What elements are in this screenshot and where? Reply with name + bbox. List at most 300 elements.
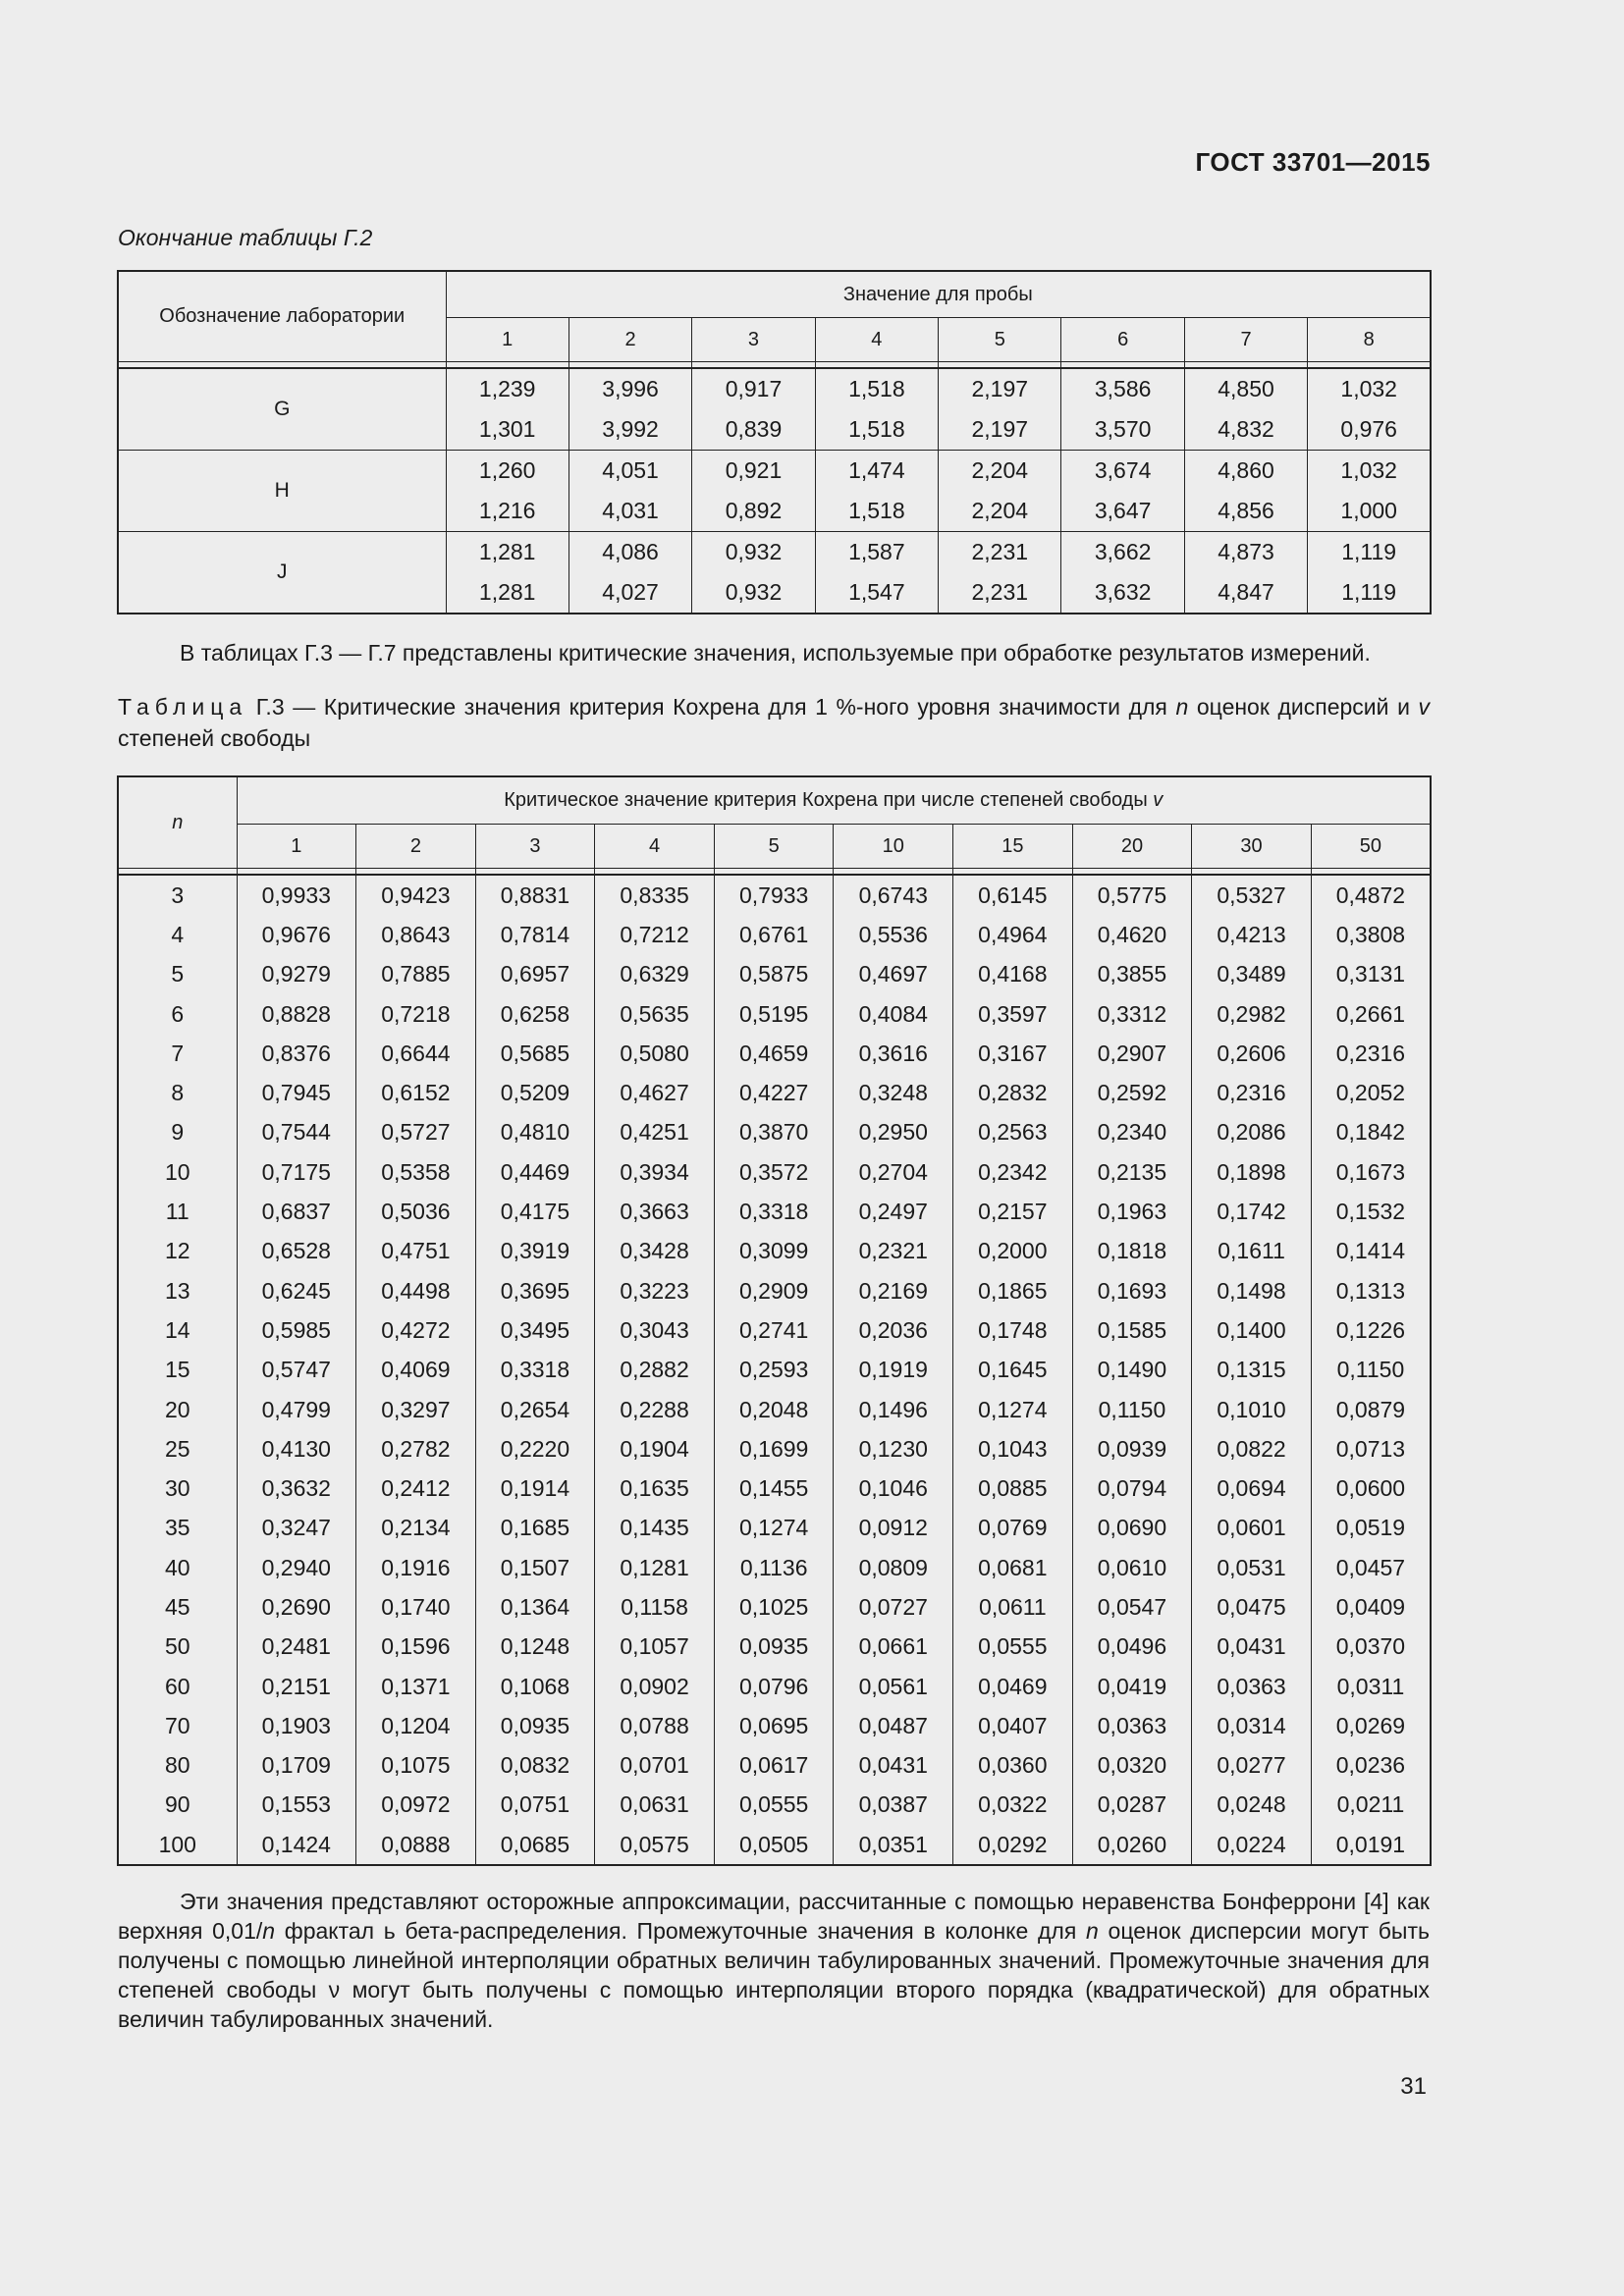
value-cell: 4,832 bbox=[1184, 409, 1307, 451]
value-cell: 2,204 bbox=[939, 451, 1061, 492]
n-cell: 35 bbox=[118, 1509, 237, 1548]
value-cell: 0,4872 bbox=[1311, 875, 1431, 915]
value-cell: 0,2982 bbox=[1192, 994, 1312, 1034]
value-cell: 0,5036 bbox=[356, 1192, 476, 1231]
value-cell: 0,7933 bbox=[714, 875, 834, 915]
value-cell: 0,2036 bbox=[834, 1310, 953, 1350]
value-cell: 0,3870 bbox=[714, 1113, 834, 1152]
value-cell: 4,027 bbox=[568, 572, 691, 614]
value-cell: 0,0832 bbox=[475, 1746, 595, 1786]
value-cell: 0,0694 bbox=[1192, 1468, 1312, 1508]
value-cell: 0,2940 bbox=[237, 1548, 356, 1587]
value-cell: 0,1230 bbox=[834, 1429, 953, 1468]
value-cell: 0,0431 bbox=[1192, 1628, 1312, 1667]
value-cell: 0,2741 bbox=[714, 1310, 834, 1350]
value-cell: 0,0713 bbox=[1311, 1429, 1431, 1468]
value-cell: 0,1226 bbox=[1311, 1310, 1431, 1350]
value-cell: 0,1043 bbox=[953, 1429, 1073, 1468]
value-cell: 0,1898 bbox=[1192, 1152, 1312, 1192]
value-cell: 0,3297 bbox=[356, 1390, 476, 1429]
value-cell: 0,892 bbox=[692, 491, 815, 532]
value-cell: 0,5327 bbox=[1192, 875, 1312, 915]
value-cell: 1,032 bbox=[1308, 368, 1431, 409]
table-row bbox=[118, 1468, 1431, 1508]
value-cell: 0,3489 bbox=[1192, 955, 1312, 994]
table-g3-column-row bbox=[118, 825, 1431, 869]
value-cell: 2,197 bbox=[939, 368, 1061, 409]
value-cell: 0,3597 bbox=[953, 994, 1073, 1034]
value-cell: 0,921 bbox=[692, 451, 815, 492]
value-cell: 1,547 bbox=[815, 572, 938, 614]
value-cell: 0,1424 bbox=[237, 1825, 356, 1865]
value-cell: 0,0935 bbox=[475, 1706, 595, 1745]
sample-column-header: 5 bbox=[939, 318, 1061, 362]
value-cell: 0,3919 bbox=[475, 1232, 595, 1271]
page-number: 31 bbox=[1400, 2073, 1427, 2100]
value-cell: 0,2497 bbox=[834, 1192, 953, 1231]
table-g3-header-row bbox=[118, 776, 1431, 825]
table-g3-caption-part2: оценок дисперсий и bbox=[1196, 694, 1410, 720]
value-cell: 0,1046 bbox=[834, 1468, 953, 1508]
value-cell: 0,1400 bbox=[1192, 1310, 1312, 1350]
value-cell: 0,1281 bbox=[595, 1548, 715, 1587]
value-cell: 0,0794 bbox=[1072, 1468, 1192, 1508]
value-cell: 0,6329 bbox=[595, 955, 715, 994]
table-row bbox=[118, 875, 1431, 915]
table-row bbox=[118, 1509, 1431, 1548]
table-row bbox=[118, 1548, 1431, 1587]
value-cell: 0,0701 bbox=[595, 1746, 715, 1786]
value-cell: 0,2593 bbox=[714, 1351, 834, 1390]
value-cell: 0,1916 bbox=[356, 1548, 476, 1587]
value-cell: 0,0322 bbox=[953, 1786, 1073, 1825]
value-cell: 4,086 bbox=[568, 532, 691, 573]
n-cell: 12 bbox=[118, 1232, 237, 1271]
value-cell: 0,0561 bbox=[834, 1667, 953, 1706]
value-cell: 0,2592 bbox=[1072, 1073, 1192, 1112]
value-cell: 0,1693 bbox=[1072, 1271, 1192, 1310]
value-cell: 0,3808 bbox=[1311, 915, 1431, 954]
table-row bbox=[118, 994, 1431, 1034]
table-row bbox=[118, 955, 1431, 994]
value-cell: 0,1075 bbox=[356, 1746, 476, 1786]
value-cell: 0,2342 bbox=[953, 1152, 1073, 1192]
value-cell: 0,0487 bbox=[834, 1706, 953, 1745]
table-row bbox=[118, 1628, 1431, 1667]
note-n1: n bbox=[262, 1918, 276, 1944]
value-cell: 0,4069 bbox=[356, 1351, 476, 1390]
n-cell: 60 bbox=[118, 1667, 237, 1706]
sample-column-header: 2 bbox=[568, 318, 691, 362]
value-cell: 0,5080 bbox=[595, 1034, 715, 1073]
value-cell: 0,4227 bbox=[714, 1073, 834, 1112]
value-cell: 0,1315 bbox=[1192, 1351, 1312, 1390]
df-column-header: 1 bbox=[237, 825, 356, 869]
value-cell: 0,1150 bbox=[1072, 1390, 1192, 1429]
table-g3-caption-n: n bbox=[1175, 694, 1189, 720]
value-cell: 0,2563 bbox=[953, 1113, 1073, 1152]
value-cell: 0,0769 bbox=[953, 1509, 1073, 1548]
df-column-header: 20 bbox=[1072, 825, 1192, 869]
value-cell: 0,4810 bbox=[475, 1113, 595, 1152]
value-cell: 2,231 bbox=[939, 572, 1061, 614]
table-g3-caption-v: v bbox=[1418, 694, 1431, 720]
value-group-header-symbol: v bbox=[1153, 789, 1164, 811]
table-row bbox=[118, 1232, 1431, 1271]
value-cell: 0,2832 bbox=[953, 1073, 1073, 1112]
value-cell: 0,2321 bbox=[834, 1232, 953, 1271]
value-cell: 0,0555 bbox=[714, 1786, 834, 1825]
value-cell: 0,7218 bbox=[356, 994, 476, 1034]
table-row bbox=[118, 1746, 1431, 1786]
value-cell: 0,0617 bbox=[714, 1746, 834, 1786]
value-cell: 4,051 bbox=[568, 451, 691, 492]
value-cell: 0,2316 bbox=[1311, 1034, 1431, 1073]
value-cell: 0,0370 bbox=[1311, 1628, 1431, 1667]
value-cell: 0,1496 bbox=[834, 1390, 953, 1429]
df-column-header: 10 bbox=[834, 825, 953, 869]
df-column-header: 5 bbox=[714, 825, 834, 869]
value-cell: 0,6258 bbox=[475, 994, 595, 1034]
value-cell: 0,2481 bbox=[237, 1628, 356, 1667]
value-cell: 0,7544 bbox=[237, 1113, 356, 1152]
value-cell: 0,4498 bbox=[356, 1271, 476, 1310]
table-g2 bbox=[117, 270, 1432, 614]
table-row bbox=[118, 1152, 1431, 1192]
value-cell: 0,5209 bbox=[475, 1073, 595, 1112]
table-row bbox=[118, 1825, 1431, 1865]
value-cell: 0,2048 bbox=[714, 1390, 834, 1429]
value-cell: 0,0407 bbox=[953, 1706, 1073, 1745]
value-cell: 0,6245 bbox=[237, 1271, 356, 1310]
value-cell: 0,0888 bbox=[356, 1825, 476, 1865]
value-cell: 0,8376 bbox=[237, 1034, 356, 1073]
value-cell: 0,2654 bbox=[475, 1390, 595, 1429]
value-cell: 0,0387 bbox=[834, 1786, 953, 1825]
value-cell: 0,1455 bbox=[714, 1468, 834, 1508]
value-cell: 0,9423 bbox=[356, 875, 476, 915]
value-cell: 0,0822 bbox=[1192, 1429, 1312, 1468]
value-cell: 4,860 bbox=[1184, 451, 1307, 492]
value-cell: 0,1158 bbox=[595, 1587, 715, 1627]
value-cell: 0,8828 bbox=[237, 994, 356, 1034]
table-g3-caption-number: Г.3 bbox=[255, 694, 285, 720]
n-cell: 40 bbox=[118, 1548, 237, 1587]
value-cell: 1,281 bbox=[446, 532, 568, 573]
value-cell: 0,9933 bbox=[237, 875, 356, 915]
value-cell: 0,0431 bbox=[834, 1746, 953, 1786]
value-cell: 0,0320 bbox=[1072, 1746, 1192, 1786]
value-cell: 0,2690 bbox=[237, 1587, 356, 1627]
value-cell: 0,6761 bbox=[714, 915, 834, 954]
value-cell: 3,674 bbox=[1061, 451, 1184, 492]
table-g3-caption-label: Таблица bbox=[118, 694, 248, 720]
value-cell: 0,1611 bbox=[1192, 1232, 1312, 1271]
value-cell: 0,0610 bbox=[1072, 1548, 1192, 1587]
value-cell: 4,873 bbox=[1184, 532, 1307, 573]
table-row bbox=[118, 1587, 1431, 1627]
table-row bbox=[118, 368, 1431, 409]
n-cell: 30 bbox=[118, 1468, 237, 1508]
value-cell: 0,3428 bbox=[595, 1232, 715, 1271]
value-cell: 0,932 bbox=[692, 532, 815, 573]
n-cell: 8 bbox=[118, 1073, 237, 1112]
value-cell: 0,0601 bbox=[1192, 1509, 1312, 1548]
value-cell: 1,260 bbox=[446, 451, 568, 492]
document-id: ГОСТ 33701—2015 bbox=[1195, 147, 1431, 177]
value-cell: 0,917 bbox=[692, 368, 815, 409]
value-cell: 0,2882 bbox=[595, 1351, 715, 1390]
value-cell: 0,3167 bbox=[953, 1034, 1073, 1073]
value-cell: 0,839 bbox=[692, 409, 815, 451]
value-cell: 0,0788 bbox=[595, 1706, 715, 1745]
value-cell: 0,3318 bbox=[714, 1192, 834, 1231]
value-cell: 0,1553 bbox=[237, 1786, 356, 1825]
value-cell: 0,2134 bbox=[356, 1509, 476, 1548]
value-cell: 0,0496 bbox=[1072, 1628, 1192, 1667]
value-cell: 0,5775 bbox=[1072, 875, 1192, 915]
lab-name: J bbox=[118, 532, 446, 614]
value-cell: 0,1963 bbox=[1072, 1192, 1192, 1231]
value-cell: 0,1532 bbox=[1311, 1192, 1431, 1231]
value-cell: 0,0469 bbox=[953, 1667, 1073, 1706]
lab-name: H bbox=[118, 451, 446, 532]
df-column-header: 4 bbox=[595, 825, 715, 869]
value-cell: 0,5536 bbox=[834, 915, 953, 954]
value-cell: 0,3934 bbox=[595, 1152, 715, 1192]
value-cell: 0,0224 bbox=[1192, 1825, 1312, 1865]
value-cell: 0,1673 bbox=[1311, 1152, 1431, 1192]
table-row bbox=[118, 1310, 1431, 1350]
n-cell: 11 bbox=[118, 1192, 237, 1231]
value-cell: 0,6957 bbox=[475, 955, 595, 994]
value-cell: 0,0519 bbox=[1311, 1509, 1431, 1548]
value-cell: 0,2151 bbox=[237, 1667, 356, 1706]
value-cell: 0,1904 bbox=[595, 1429, 715, 1468]
value-group-header: Значение для пробы bbox=[446, 271, 1431, 318]
value-cell: 0,7212 bbox=[595, 915, 715, 954]
value-cell: 0,0885 bbox=[953, 1468, 1073, 1508]
intro-paragraph: В таблицах Г.3 — Г.7 представлены критические значения, используемые при обработке результатов измерений. bbox=[180, 640, 1371, 666]
value-cell: 1,281 bbox=[446, 572, 568, 614]
value-cell: 3,647 bbox=[1061, 491, 1184, 532]
value-cell: 0,2606 bbox=[1192, 1034, 1312, 1073]
value-cell: 0,2316 bbox=[1192, 1073, 1312, 1112]
value-cell: 0,1371 bbox=[356, 1667, 476, 1706]
value-cell: 0,4469 bbox=[475, 1152, 595, 1192]
df-column-header: 50 bbox=[1311, 825, 1431, 869]
value-cell: 0,5358 bbox=[356, 1152, 476, 1192]
value-cell: 0,5875 bbox=[714, 955, 834, 994]
value-cell: 0,6152 bbox=[356, 1073, 476, 1112]
table-g3-caption bbox=[118, 691, 1430, 754]
value-cell: 0,0277 bbox=[1192, 1746, 1312, 1786]
value-cell: 0,2135 bbox=[1072, 1152, 1192, 1192]
value-cell: 0,0248 bbox=[1192, 1786, 1312, 1825]
value-cell: 0,3312 bbox=[1072, 994, 1192, 1034]
value-cell: 0,0475 bbox=[1192, 1587, 1312, 1627]
value-cell: 3,662 bbox=[1061, 532, 1184, 573]
value-cell: 0,2340 bbox=[1072, 1113, 1192, 1152]
value-cell: 0,0661 bbox=[834, 1628, 953, 1667]
table-g2-header-row bbox=[118, 271, 1431, 318]
value-cell: 0,2782 bbox=[356, 1429, 476, 1468]
value-cell: 1,216 bbox=[446, 491, 568, 532]
value-cell: 0,0685 bbox=[475, 1825, 595, 1865]
value-cell: 0,2950 bbox=[834, 1113, 953, 1152]
value-cell: 0,1742 bbox=[1192, 1192, 1312, 1231]
n-cell: 90 bbox=[118, 1786, 237, 1825]
table-row bbox=[118, 1073, 1431, 1112]
value-cell: 0,8335 bbox=[595, 875, 715, 915]
table-g3-caption-part1: — Критические значения критерия Кохрена для 1 %-ного уровня значимости для bbox=[293, 694, 1167, 720]
table-g3 bbox=[117, 775, 1432, 1866]
value-cell: 0,0600 bbox=[1311, 1468, 1431, 1508]
note-part1: Эти значения представляют осторожные аппроксимации, рассчитанные с помощью неравенства Бонферрони [4] как верхняя 0,01/ bbox=[118, 1889, 1430, 1944]
value-cell: 0,0351 bbox=[834, 1825, 953, 1865]
value-cell: 0,4168 bbox=[953, 955, 1073, 994]
value-cell: 0,0939 bbox=[1072, 1429, 1192, 1468]
value-cell: 1,518 bbox=[815, 409, 938, 451]
value-cell: 1,518 bbox=[815, 491, 938, 532]
value-cell: 0,0260 bbox=[1072, 1825, 1192, 1865]
value-cell: 0,2157 bbox=[953, 1192, 1073, 1231]
n-cell: 13 bbox=[118, 1271, 237, 1310]
value-cell: 0,9676 bbox=[237, 915, 356, 954]
value-cell: 0,9279 bbox=[237, 955, 356, 994]
df-column-header: 2 bbox=[356, 825, 476, 869]
value-cell: 0,932 bbox=[692, 572, 815, 614]
sample-column-header: 7 bbox=[1184, 318, 1307, 362]
value-cell: 0,0363 bbox=[1192, 1667, 1312, 1706]
value-cell: 0,1842 bbox=[1311, 1113, 1431, 1152]
n-cell: 45 bbox=[118, 1587, 237, 1627]
sample-column-header: 1 bbox=[446, 318, 568, 362]
table-row bbox=[118, 1192, 1431, 1231]
value-cell: 0,6528 bbox=[237, 1232, 356, 1271]
value-cell: 0,4799 bbox=[237, 1390, 356, 1429]
value-cell: 0,2288 bbox=[595, 1390, 715, 1429]
value-cell: 0,4084 bbox=[834, 994, 953, 1034]
value-cell: 1,587 bbox=[815, 532, 938, 573]
value-cell: 0,7885 bbox=[356, 955, 476, 994]
value-cell: 0,3495 bbox=[475, 1310, 595, 1350]
value-group-header bbox=[237, 776, 1431, 825]
value-cell: 0,4697 bbox=[834, 955, 953, 994]
value-cell: 0,3663 bbox=[595, 1192, 715, 1231]
value-cell: 0,0269 bbox=[1311, 1706, 1431, 1745]
value-cell: 0,0360 bbox=[953, 1746, 1073, 1786]
value-cell: 3,996 bbox=[568, 368, 691, 409]
value-cell: 0,1068 bbox=[475, 1667, 595, 1706]
value-cell: 1,301 bbox=[446, 409, 568, 451]
value-cell: 0,2000 bbox=[953, 1232, 1073, 1271]
table-row bbox=[118, 1271, 1431, 1310]
value-cell: 1,032 bbox=[1308, 451, 1431, 492]
value-cell: 0,4213 bbox=[1192, 915, 1312, 954]
value-group-header-text: Критическое значение критерия Кохрена при числе степеней свободы bbox=[504, 789, 1148, 811]
value-cell: 0,1709 bbox=[237, 1746, 356, 1786]
value-cell: 0,0751 bbox=[475, 1786, 595, 1825]
value-cell: 0,0879 bbox=[1311, 1390, 1431, 1429]
value-cell: 0,0505 bbox=[714, 1825, 834, 1865]
n-cell: 10 bbox=[118, 1152, 237, 1192]
value-cell: 0,0311 bbox=[1311, 1667, 1431, 1706]
n-cell: 70 bbox=[118, 1706, 237, 1745]
value-cell: 4,850 bbox=[1184, 368, 1307, 409]
value-cell: 0,4620 bbox=[1072, 915, 1192, 954]
value-cell: 1,119 bbox=[1308, 572, 1431, 614]
value-cell: 0,1274 bbox=[714, 1509, 834, 1548]
df-column-header: 15 bbox=[953, 825, 1073, 869]
value-cell: 0,0236 bbox=[1311, 1746, 1431, 1786]
value-cell: 0,1248 bbox=[475, 1628, 595, 1667]
table-g3-caption-part3: степеней свободы bbox=[118, 725, 311, 751]
value-cell: 0,3632 bbox=[237, 1468, 356, 1508]
value-cell: 0,1435 bbox=[595, 1509, 715, 1548]
value-cell: 0,2169 bbox=[834, 1271, 953, 1310]
value-cell: 0,3131 bbox=[1311, 955, 1431, 994]
n-cell: 25 bbox=[118, 1429, 237, 1468]
value-cell: 0,1903 bbox=[237, 1706, 356, 1745]
value-cell: 0,4175 bbox=[475, 1192, 595, 1231]
value-cell: 1,000 bbox=[1308, 491, 1431, 532]
n-cell: 15 bbox=[118, 1351, 237, 1390]
lab-column-header: Обозначение лаборатории bbox=[118, 271, 446, 362]
value-cell: 0,5685 bbox=[475, 1034, 595, 1073]
sample-column-header: 3 bbox=[692, 318, 815, 362]
value-cell: 3,586 bbox=[1061, 368, 1184, 409]
table-row bbox=[118, 532, 1431, 573]
value-cell: 0,7814 bbox=[475, 915, 595, 954]
value-cell: 0,4627 bbox=[595, 1073, 715, 1112]
value-cell: 2,231 bbox=[939, 532, 1061, 573]
value-cell: 0,6743 bbox=[834, 875, 953, 915]
value-cell: 0,0457 bbox=[1311, 1548, 1431, 1587]
value-cell: 4,031 bbox=[568, 491, 691, 532]
value-cell: 0,6145 bbox=[953, 875, 1073, 915]
note-paragraph bbox=[118, 1887, 1430, 2034]
table-row bbox=[118, 1113, 1431, 1152]
value-cell: 0,0314 bbox=[1192, 1706, 1312, 1745]
value-cell: 0,2412 bbox=[356, 1468, 476, 1508]
value-cell: 0,4130 bbox=[237, 1429, 356, 1468]
value-cell: 0,3247 bbox=[237, 1509, 356, 1548]
value-cell: 0,6644 bbox=[356, 1034, 476, 1073]
value-cell: 0,3318 bbox=[475, 1351, 595, 1390]
value-cell: 0,7175 bbox=[237, 1152, 356, 1192]
value-cell: 0,1740 bbox=[356, 1587, 476, 1627]
table-g2-caption: Окончание таблицы Г.2 bbox=[118, 225, 373, 250]
value-cell: 0,0409 bbox=[1311, 1587, 1431, 1627]
value-cell: 0,3099 bbox=[714, 1232, 834, 1271]
value-cell: 1,119 bbox=[1308, 532, 1431, 573]
table-row bbox=[118, 1429, 1431, 1468]
value-cell: 0,0419 bbox=[1072, 1667, 1192, 1706]
value-cell: 0,1507 bbox=[475, 1548, 595, 1587]
value-cell: 0,3043 bbox=[595, 1310, 715, 1350]
value-cell: 0,1150 bbox=[1311, 1351, 1431, 1390]
n-cell: 6 bbox=[118, 994, 237, 1034]
value-cell: 0,2704 bbox=[834, 1152, 953, 1192]
value-cell: 0,976 bbox=[1308, 409, 1431, 451]
value-cell: 0,1865 bbox=[953, 1271, 1073, 1310]
value-cell: 4,847 bbox=[1184, 572, 1307, 614]
value-cell: 0,2220 bbox=[475, 1429, 595, 1468]
value-cell: 0,1025 bbox=[714, 1587, 834, 1627]
table-row bbox=[118, 451, 1431, 492]
table-row bbox=[118, 1390, 1431, 1429]
